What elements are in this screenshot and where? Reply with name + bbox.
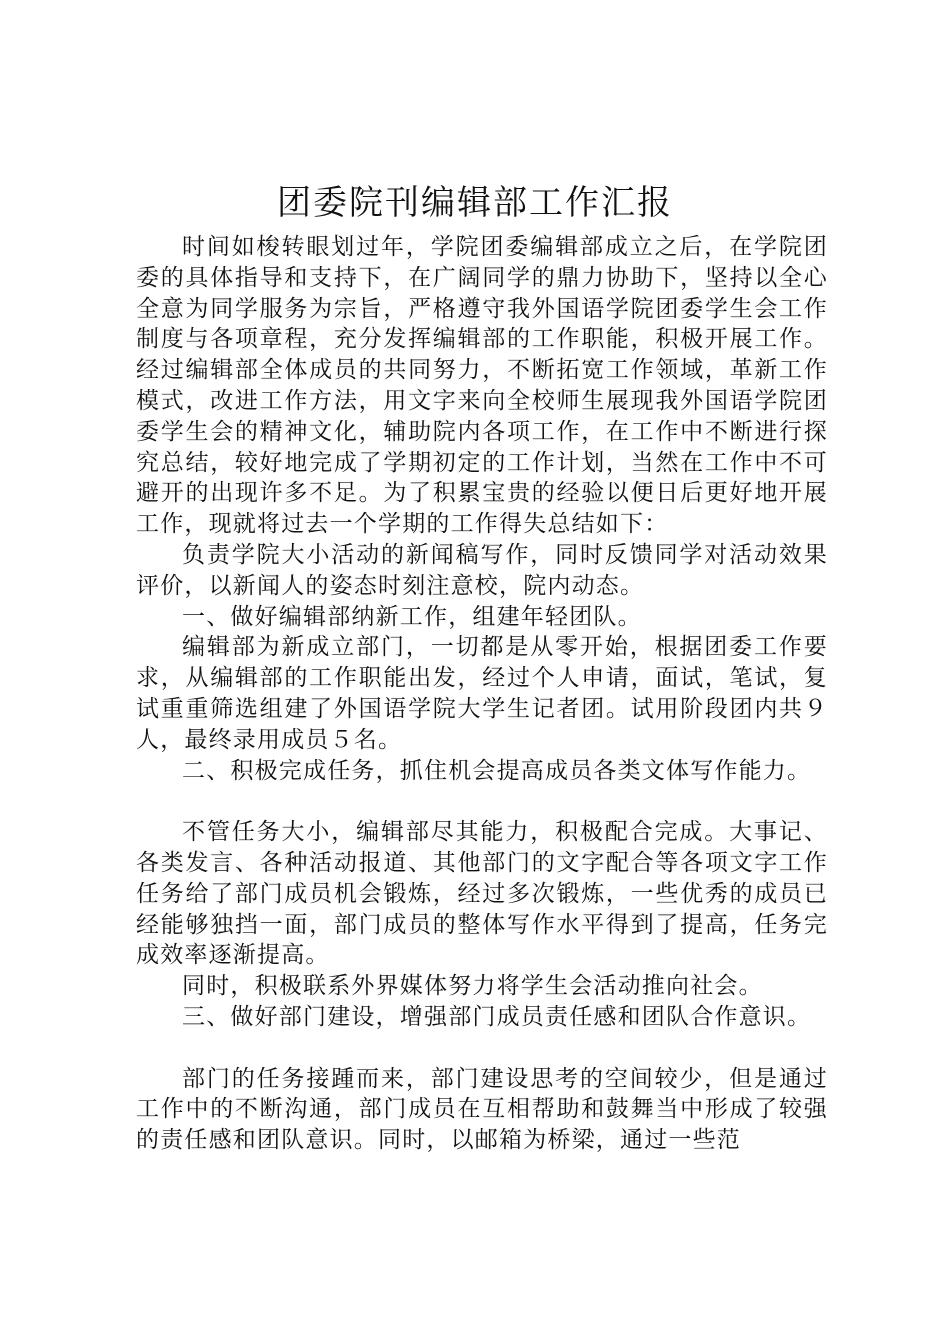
paragraph-media: 同时，积极联系外界媒体努力将学生会活动推向社会。 <box>182 973 763 1000</box>
paragraph-team-building: 部门的任务接踵而来，部门建设思考的空间较少，但是通过工作中的不断沟通，部门成员在互相帮助和鼓舞当中形成了较强的责任感和团队意识。同时，以邮箱为桥梁，通过一些范 <box>136 1065 828 1154</box>
document-body <box>136 232 828 1156</box>
paragraph-tasks: 不管任务大小，编辑部尽其能力，积极配合完成。大事记、各类发言、各种活动报道、其他部门的文字配合等各项文字工作任务给了部门成员机会锻炼，经过多次锻炼，一些优秀的成员已经能够独挡一面，部门成员的整体写作水平得到了提高，任务完成效率逐渐提高。 <box>136 819 828 969</box>
section-heading-3: 三、做好部门建设，增强部门成员责任感和团队合作意识。 <box>182 1003 812 1030</box>
paragraph-intro: 时间如梭转眼划过年，学院团委编辑部成立之后，在学院团委的具体指导和支持下，在广阔同学的鼎力协助下，坚持以全心全意为同学服务为宗旨，严格遵守我外国语学院团委学生会工作制度与各项章程，充分发挥编辑部的工作职能，积极开展工作。经过编辑部全体成员的共同努力，不断拓宽工作领域，革新工作模式，改进工作方法，用文字来向全校师生展现我外国语学院团委学生会的精神文化，辅助院内各项工作，在工作中不断进行探究总结，较好地完成了学期初定的工作计划，当然在工作中不可避开的出现许多不足。为了积累宝贵的经验以便日后更好地开展工作，现就将过去一个学期的工作得失总结如下： <box>136 234 828 538</box>
document-title: 团委院刊编辑部工作汇报 <box>277 183 673 223</box>
section-heading-1: 一、做好编辑部纳新工作，组建年轻团队。 <box>182 603 642 630</box>
paragraph-recruitment: 编辑部为新成立部门，一切都是从零开始，根据团委工作要求，从编辑部的工作职能出发，经过个人申请，面试，笔试，复试重重筛选组建了外国语学院大学生记者团。试用阶段团内共９人，最终录用成员５名。 <box>136 634 828 753</box>
paragraph-news-duty: 负责学院大小活动的新闻稿写作，同时反馈同学对活动效果评价，以新闻人的姿态时刻注意校，院内动态。 <box>136 541 828 599</box>
section-heading-2: 二、积极完成任务，抓住机会提高成员各类文体写作能力。 <box>182 757 812 784</box>
